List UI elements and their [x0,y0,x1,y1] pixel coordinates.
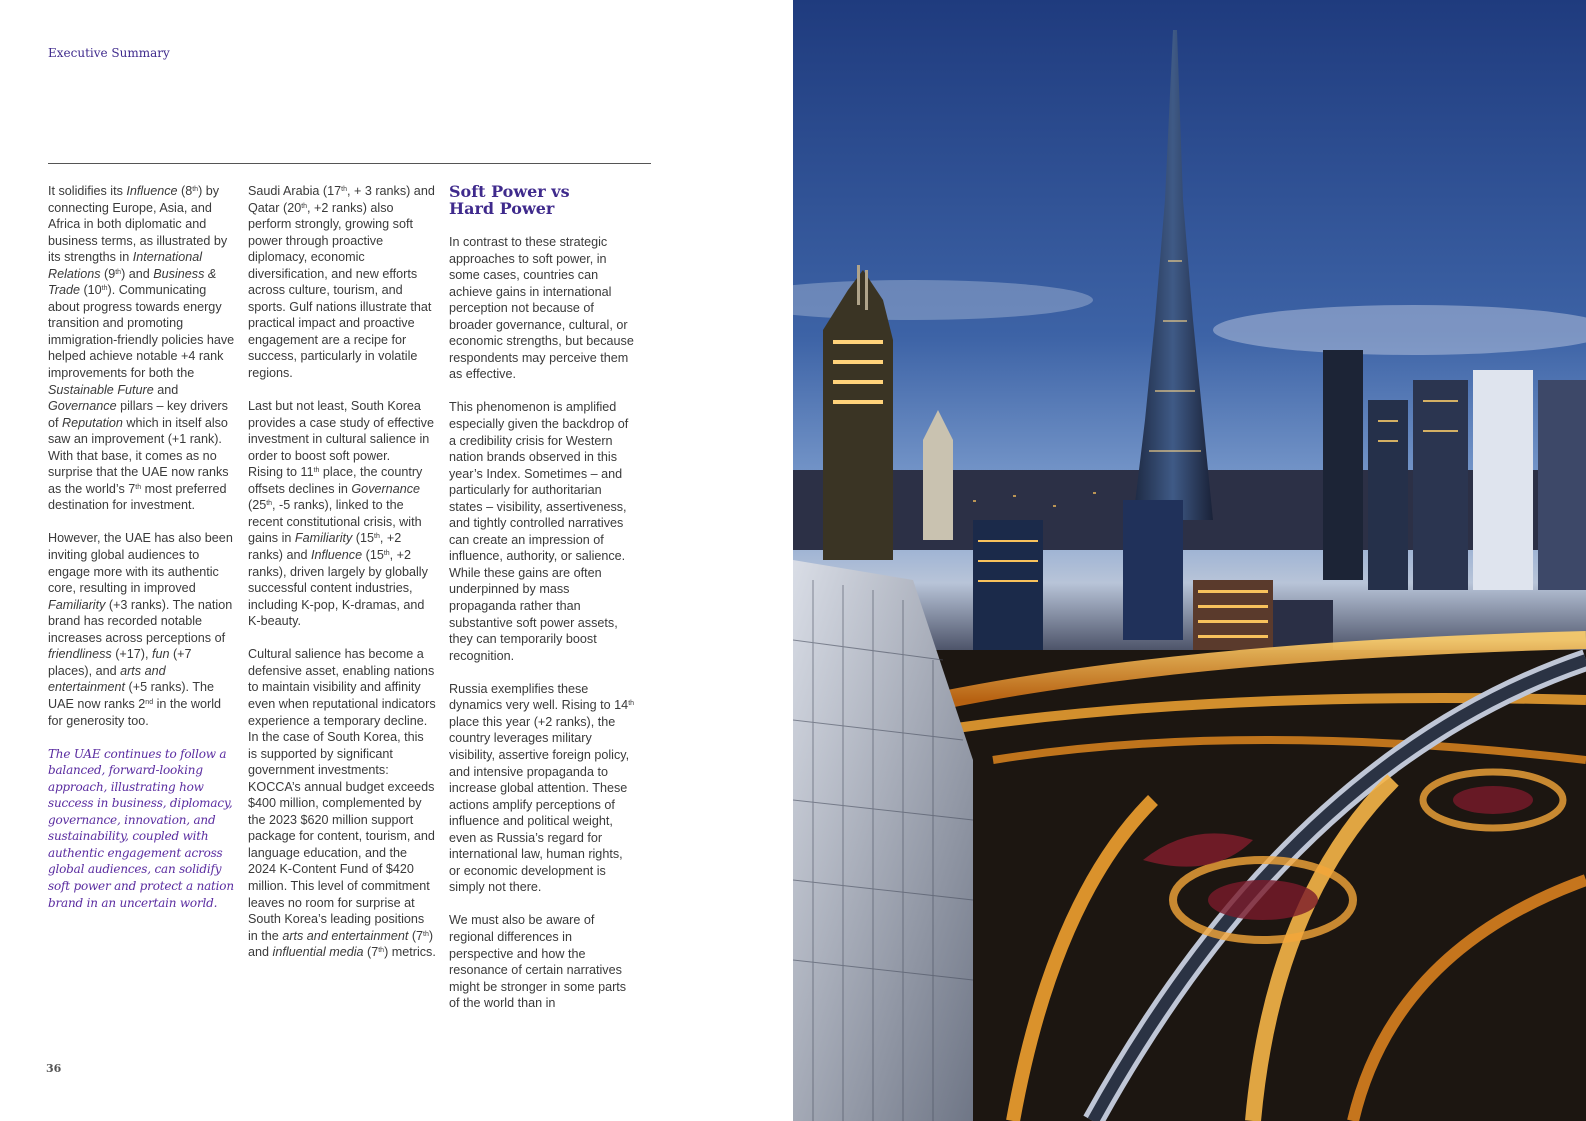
paragraph: We must also be aware of regional differences in perspective and how the resonance of certain narratives might be stronger in some parts of the world than in [449,913,627,1011]
paragraph: It solidifies its Influence (8th) by connecting Europe, Asia, and Africa in both diplomatic and business terms, as illustrated by its strengths in International Relations (9th) and Business & Trade (10th). Communicating about progress towards energy transition and promoting immigration-friendly policies have helped achieve notable +4 rank improvements for both the Sustainable Future and Governance pillars – key drivers of Reputation which in itself also saw an improvement (+1 rank). With that base, it comes as no surprise that the UAE now ranks as the world’s 7th most preferred destination for investment. [48,184,235,513]
pull-quote: The UAE continues to follow a balanced, forward-looking approach, illustrating how success in business, diplomacy, governance, innovation, and sustainability, coupled with authentic engagement across global audiences, can solidify soft power and protect a nation brand in an uncertain world. [48,746,234,910]
paragraph: In contrast to these strategic approaches to soft power, in some cases, countries can achieve gains in international perception not because of broader governance, cultural, or economic strengths, but because respondents may perceive them as effective. [449,235,634,382]
paragraph: Cultural salience has become a defensive asset, enabling nations to maintain visibility and affinity even when reputational indicators experience a temporary decline. In the case of South Korea, this is supported by significant government investments: KOCCA’s annual budget exceeds $400 million, complemented by the 2023 $620 million support package for content, tourism, and language education, and the 2024 K-Content Fund of $420 million. This level of commitment leaves no room for surprise at South Korea’s leading positions in the arts and entertainment (7th) and influential media (7th) metrics. [248,647,436,960]
paragraph: Russia exemplifies these dynamics very well. Rising to 14th place this year (+2 ranks), the country leverages military visibility, assertive foreign policy, and intensive propaganda to increase global attention. These actions amplify perceptions of influence and political weight, even as Russia’s regard for international law, human rights, or economic development is simply not there. [449,681,635,895]
paragraph: Rising to 11th place, the country offsets declines in Governance (25th, -5 ranks), linked to the recent constitutional crisis, with gains in Familiarity (15th, +2 ranks) and Influence (15th, +2 ranks), driven largely by globally successful content industries, including K-pop, K-dramas, and K-beauty. [248,465,428,629]
section-heading: Soft Power vs Hard Power [449,182,570,218]
column-2 [248,183,436,977]
paragraph: Saudi Arabia (17th, + 3 ranks) and Qatar (20th, +2 ranks) also perform strongly, growing soft power through proactive diplomacy, economic diversification, and new efforts across culture, tourism, and sports. Gulf nations illustrate that practical impact and proactive engagement are a recipe for success, particularly in volatile regions. [248,184,435,381]
column-1 [48,183,236,928]
column-3 [449,183,637,1028]
paragraph: This phenomenon is amplified especially given the backdrop of a credibility crisis for Western nation brands observed in this year’s Index. Sometimes – and particularly for authoritarian states – visibility, assertiveness, and tightly controlled narratives can create an impression of influence, authority, or salience. While these gains are often underpinned by mass propaganda rather than substantive soft power assets, they can temporarily boost recognition. [449,400,629,663]
paragraph: However, the UAE has also been inviting global audiences to engage more with its authentic core, resulting in improved Familiarity (+3 ranks). The nation brand has recorded notable increases across perceptions of friendliness (+17), fun (+7 places), and arts and entertainment (+5 ranks). The UAE now ranks 2nd in the world for generosity too. [48,531,233,728]
section-header: Executive Summary [48,46,170,60]
page-number: 36 [46,1062,62,1075]
skyline-image [793,0,1586,1121]
header-rule [48,163,651,164]
city-skyline-photo [793,0,1586,1121]
paragraph: Last but not least, South Korea provides a case study of effective investment in cultural salience in order to boost soft power. [248,399,434,463]
